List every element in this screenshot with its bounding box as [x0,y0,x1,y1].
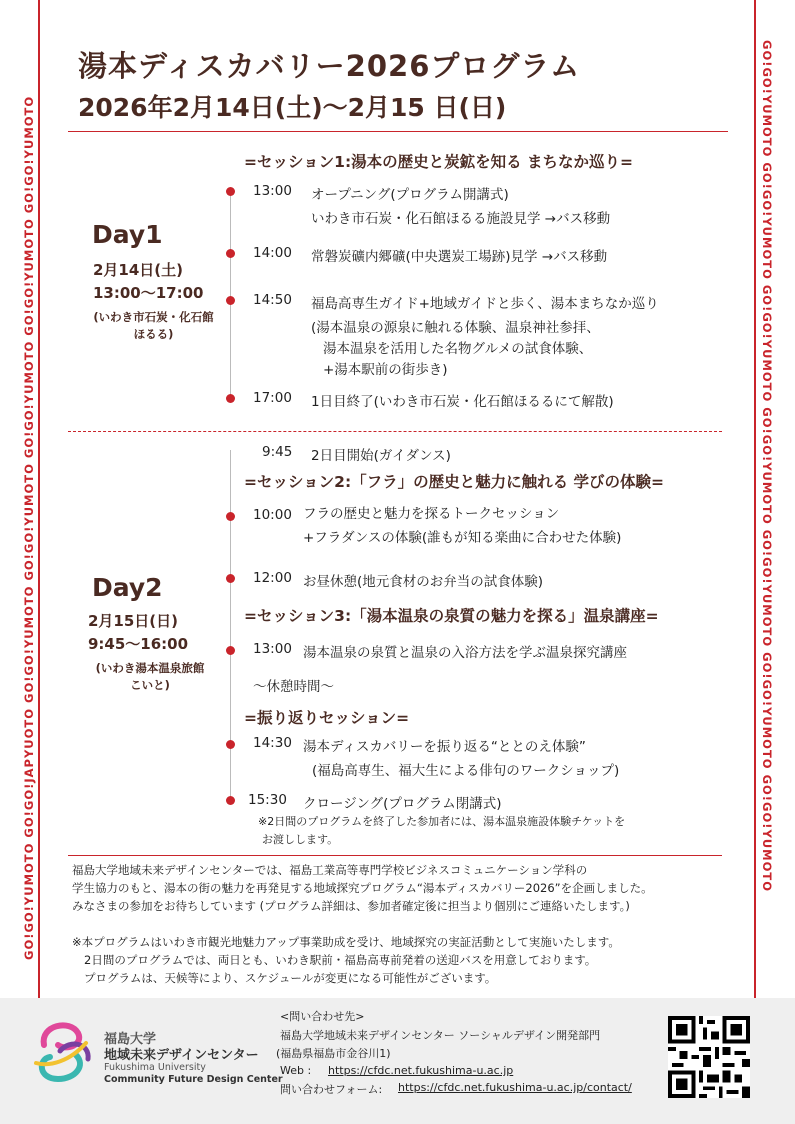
form-label: 問い合わせフォーム: [280,1083,383,1096]
ticket-note: お渡しします。 [262,833,339,846]
logo-text-en2: Community Future Design Center [104,1074,283,1085]
right-red-line [754,0,756,1000]
timeline-dot [226,296,235,305]
footer [0,998,795,1124]
schedule-time: 17:00 [253,390,292,406]
header-divider [68,131,728,132]
day2-time: 9:45〜16:00 [88,635,189,653]
schedule-item: いわき市石炭・化石館ほるる施設見学 →バス移動 [311,211,611,227]
timeline-dot [226,512,235,521]
day2-label: Day2 [92,573,163,602]
session-review-heading: =振り返りセッション= [244,709,410,727]
day2-date: 2月15日(日) [88,612,179,630]
ticket-note: ※2日間のプログラムを終了した参加者には、湯本温泉施設体験チケットを [258,815,626,828]
description-line: みなさまの参加をお待ちしています (プログラム詳細は、参加者確定後に担当より個別にご連絡いたします。) [72,899,630,913]
contact-org: 福島大学地域未来デザインセンター ソーシャルデザイン開発部門 [280,1029,601,1042]
day1-date: 2月14日(土) [93,261,184,279]
timeline-dot [226,740,235,749]
day-divider [68,431,722,432]
logo-text-en1: Fukushima University [104,1062,206,1073]
schedule-item: (湯本温泉の源泉に触れる体験、温泉神社参拝、 [311,320,600,336]
schedule-item: 湯本温泉を活用した名物グルメの試食体験、 [323,341,593,357]
schedule-item: 福島高専生ガイド+地域ガイドと歩く、湯本まちなか巡り [311,296,659,312]
schedule-item: お昼休憩(地元食材のお弁当の試食体験) [303,574,544,590]
description-line: 学生協力のもと、湯本の街の魅力を再発見する地域探究プログラム“湯本ディスカバリー2026”を企画しました。 [72,881,653,895]
web-label: Web : [280,1064,312,1077]
description-divider [68,855,722,856]
schedule-item: 2日目開始(ガイダンス) [311,448,451,464]
day1-place-line2: ほるる) [133,327,174,341]
cfdc-logo-icon [30,1015,102,1087]
notice-line: 2日間のプログラムでは、両日とも、いわき駅前・福島高専前発着の送迎バスを用意しております。 [84,953,597,967]
qr-code-icon[interactable] [668,1016,750,1098]
schedule-item: 湯本温泉の泉質と温泉の入浴方法を学ぶ温泉探究講座 [303,645,627,661]
schedule-item: クロージング(プログラム閉講式) [303,796,502,812]
day1-timeline [230,188,231,400]
notice-line: プログラムは、天候等により、スケジュールが変更になる可能性がございます。 [84,971,497,985]
notice-line: ※本プログラムはいわき市観光地魅力アップ事業助成を受け、地域探究の実証活動として実施いたします。 [72,935,620,949]
day2-place-line2: こいと) [130,678,170,692]
schedule-time: 14:00 [253,245,292,261]
schedule-time: 14:30 [253,735,292,751]
contact-form-link[interactable]: https://cfdc.net.fukushima-u.ac.jp/contact/ [398,1081,632,1094]
schedule-item: 湯本ディスカバリーを振り返る“ととのえ体験” [303,739,586,755]
event-dates: 2026年2月14日(土)〜2月15 日(日) [78,93,507,122]
logo-text-jp2: 地域未来デザインセンター [104,1048,259,1063]
timeline-dot [226,394,235,403]
logo-text-jp1: 福島大学 [104,1032,157,1047]
page-title: 湯本ディスカバリー2026プログラム [78,49,581,83]
day1-time: 13:00〜17:00 [93,284,204,302]
contact-heading: <問い合わせ先> [280,1010,365,1023]
schedule-time: 10:00 [253,507,292,523]
timeline-dot [226,187,235,196]
schedule-item: 常磐炭礦内郷礦(中央選炭工場跡)見学 →バス移動 [311,249,608,265]
day1-place-line1: (いわき市石炭・化石館 [93,310,214,324]
schedule-item: +湯本駅前の街歩き) [323,362,448,378]
schedule-time: 13:00 [253,183,292,199]
left-side-slogan: GO!GO!YUMOTO GO!GO!JAPYUOTO GO!GO!YUMOTO GO!GO!YUMOTO GO!GO!YUMOTO GO!GO!YUMOTO GO!GO!YUMOTO [22,95,36,960]
description-line: 福島大学地域未来デザインセンターでは、福島工業高等専門学校ビジネスコミュニケーション学科の [72,863,588,877]
session-1-heading: =セッション1:湯本の歴史と炭鉱を知る まちなか巡り= [244,153,634,171]
timeline-dot [226,796,235,805]
session-3-heading: =セッション3:「湯本温泉の泉質の魅力を探る」温泉講座= [244,607,659,625]
day1-label: Day1 [92,220,163,249]
session-2-heading: =セッション2:「フラ」の歴史と魅力に触れる 学びの体験= [244,473,665,491]
timeline-dot [226,249,235,258]
schedule-item: +フラダンスの体験(誰もが知る楽曲に合わせた体験) [303,530,622,546]
schedule-time: 13:00 [253,641,292,657]
contact-address: (福島県福島市金谷川1) [276,1047,391,1060]
right-side-slogan: GO!GO!YUMOTO GO!GO!YUMOTO GO!GO!YUMOTO GO!GO!YUMOTO GO!GO!YUMOTO GO!GO!YUMOTO GO!GO!YUMOTO [760,40,774,893]
timeline-dot [226,574,235,583]
schedule-time: 9:45 [262,444,293,460]
break-label: 〜休憩時間〜 [253,679,334,695]
schedule-item: フラの歴史と魅力を探るトークセッション [303,506,560,522]
timeline-dot [226,646,235,655]
day2-place-line1: (いわき湯本温泉旅館 [95,661,205,675]
web-link[interactable]: https://cfdc.net.fukushima-u.ac.jp [328,1064,514,1077]
schedule-item: オープニング(プログラム開講式) [311,187,509,203]
left-red-line [38,0,40,1000]
schedule-time: 15:30 [248,792,287,808]
schedule-time: 14:50 [253,292,292,308]
schedule-item: (福島高専生、福大生による俳句のワークショップ) [312,763,620,779]
schedule-item: 1日目終了(いわき市石炭・化石館ほるるにて解散) [311,394,614,410]
schedule-time: 12:00 [253,570,292,586]
